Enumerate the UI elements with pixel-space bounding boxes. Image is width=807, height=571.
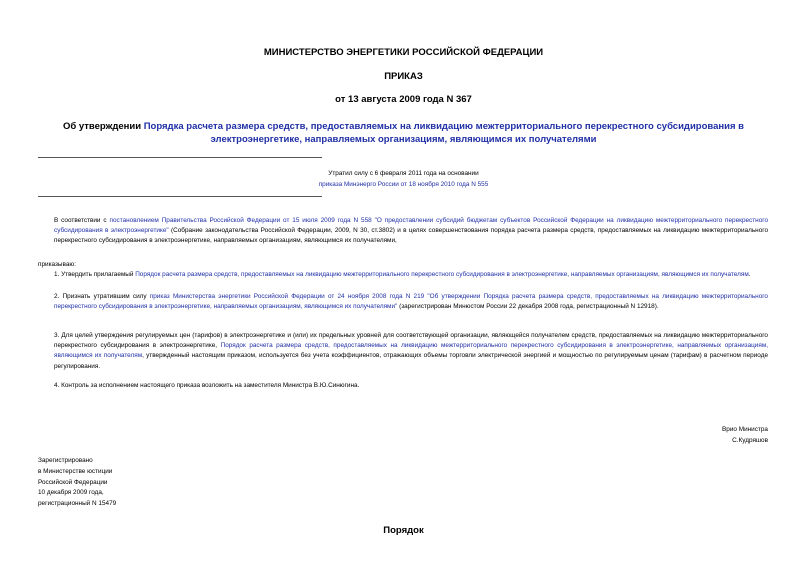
procedure-heading: Порядок bbox=[383, 525, 424, 536]
item-2 bbox=[38, 292, 768, 312]
status-text: Утратил силу с 6 февраля 2011 года на основании bbox=[328, 170, 479, 177]
item-1 bbox=[38, 270, 768, 280]
item-3-suffix: , утвержденный настоящим приказом, используется без учета коэффициентов, отражающих объемы торговли электрической энергией и мощностью по регулируемым ценам (тарифам) в расчетном периоде регулирования. bbox=[54, 352, 768, 370]
signatory-position: Врио Министра bbox=[722, 426, 768, 433]
status-note bbox=[0, 168, 807, 190]
item-3-link[interactable]: Порядок расчета размера средств, предоставляемых на ликвидацию межтерриториального перекрестного субсидирования в электроэнергетике, направляемых организациям, являющимся их получателям bbox=[54, 342, 768, 360]
signatory-name: С.Кудряшов bbox=[732, 436, 768, 444]
bottom-divider bbox=[38, 196, 322, 197]
order-word: приказываю: bbox=[38, 261, 76, 268]
registration-line-5: регистрационный N 15479 bbox=[38, 500, 117, 508]
top-divider bbox=[38, 157, 322, 158]
registration-line-4: 10 декабря 2009 года, bbox=[38, 489, 104, 497]
item-1-link[interactable]: Порядок расчета размера средств, предоставляемых на ликвидацию межтерриториального перекрестного субсидирования в электроэнергетике, направляемых организациям, являющимся их получателям bbox=[135, 271, 749, 278]
title-link[interactable]: Порядка расчета размера средств, предоставляемых на ликвидацию межтерриториального перекрестного субсидирования в электроэнергетике, направляемых организациям, являющимся их получателями bbox=[143, 121, 745, 145]
registration-block bbox=[38, 456, 116, 510]
item-2-link[interactable]: приказ Министерства энергетики Российской Федерации от 24 ноября 2008 года N 219 "Об утверждении Порядка расчета размера средств, предоставляемых на ликвидацию межтерриториального перекрестного субсидирования в электроэнергетике, направляемых организациям, являющимся их получателями" bbox=[54, 293, 768, 311]
preamble-paragraph bbox=[38, 216, 768, 247]
item-2-prefix: 2. Признать утратившим силу bbox=[54, 293, 150, 300]
item-1-suffix: . bbox=[748, 271, 751, 278]
ministry-heading: МИНИСТЕРСТВО ЭНЕРГЕТИКИ РОССИЙСКОЙ ФЕДЕРАЦИИ bbox=[263, 47, 544, 58]
registration-line-1: Зарегистрировано bbox=[38, 457, 93, 464]
item-4: 4. Контроль за исполнением настоящего приказа возложить на заместителя Министра В.Ю.Синюгина. bbox=[54, 382, 360, 389]
registration-line-3: Российской Федерации bbox=[38, 478, 108, 486]
preamble-link[interactable]: постановлением Правительства Российской Федерации от 15 июля 2009 года N 558 "О предоставлении субсидий бюджетам субъектов Российской Федерации на ликвидацию межтерриториального перекрестного субсидирования в электроэнергетике" bbox=[54, 217, 768, 235]
signature-block bbox=[722, 425, 768, 446]
status-link[interactable]: приказа Минэнерго России от 18 ноября 2010 года N 555 bbox=[318, 181, 489, 188]
item-1-prefix: 1. Утвердить прилагаемый bbox=[54, 271, 136, 278]
title-prefix: Об утверждении bbox=[62, 121, 144, 132]
preamble-start: В соответствии с bbox=[54, 217, 110, 224]
item-3 bbox=[38, 331, 768, 372]
preamble-end: (Собрание законодательства Российской Федерации, 2009, N 30, ст.3802) и в целях совершенствования порядка расчета размера средств, предоставляемых на ликвидацию межтерриториального перекрестного субсидирования в электроэнергетике, направляемых организациям, являющимся их получателями, bbox=[54, 227, 768, 245]
item-3-prefix: 3. Для целей утверждения регулируемых цен (тарифов) в электроэнергетике и (или) их предельных уровней для соответствующей организации, являющейся получателем средств, предоставляемых на ликвидацию межтерриториального перекрестного субсидирования в электроэнергетике, bbox=[54, 332, 768, 350]
document-title bbox=[0, 120, 807, 146]
order-date-number: от 13 августа 2009 года N 367 bbox=[335, 94, 472, 105]
registration-line-2: в Министерстве юстиции bbox=[38, 467, 113, 475]
item-2-suffix: (зарегистрирован Минюстом России 22 декабря 2008 года, регистрационный N 12918). bbox=[397, 303, 659, 311]
doc-type-heading: ПРИКАЗ bbox=[384, 71, 423, 82]
